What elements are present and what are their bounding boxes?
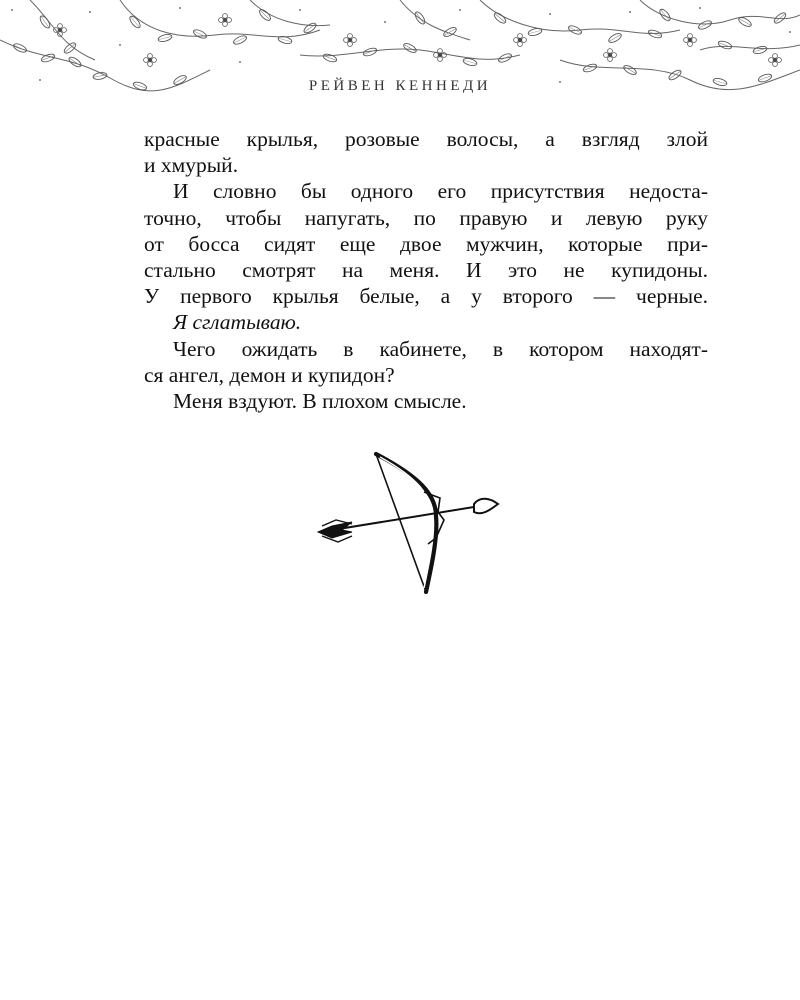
text-line: ся ангел, демон и купидон? — [144, 362, 395, 387]
text-line: У первого крылья белые, а у второго — черные. — [144, 284, 708, 309]
text-line: Меня вздуют. В плохом смысле. — [173, 388, 467, 413]
text-line: точно, чтобы напугать, по правую и левую руку — [144, 205, 708, 230]
text-line: красные крылья, розовые волосы, а взгляд злой — [144, 127, 708, 151]
text-line: и хмурый. — [144, 153, 239, 178]
bow-and-arrow-icon — [308, 446, 504, 596]
text-line: Чего ожидать в кабинете, в котором находят- — [173, 336, 708, 361]
text-line-italic: Я сглатываю. — [173, 310, 302, 335]
running-head-text: РЕЙВЕН КЕННЕДИ — [303, 78, 497, 94]
text-line: И словно бы одного его присутствия недоста- — [173, 179, 708, 204]
text-line: стально смотрят на меня. И это не купидоны. — [144, 257, 708, 282]
running-head — [0, 78, 800, 95]
body-text — [144, 126, 708, 414]
text-line: от босса сидят еще двое мужчин, которые при- — [144, 231, 708, 256]
